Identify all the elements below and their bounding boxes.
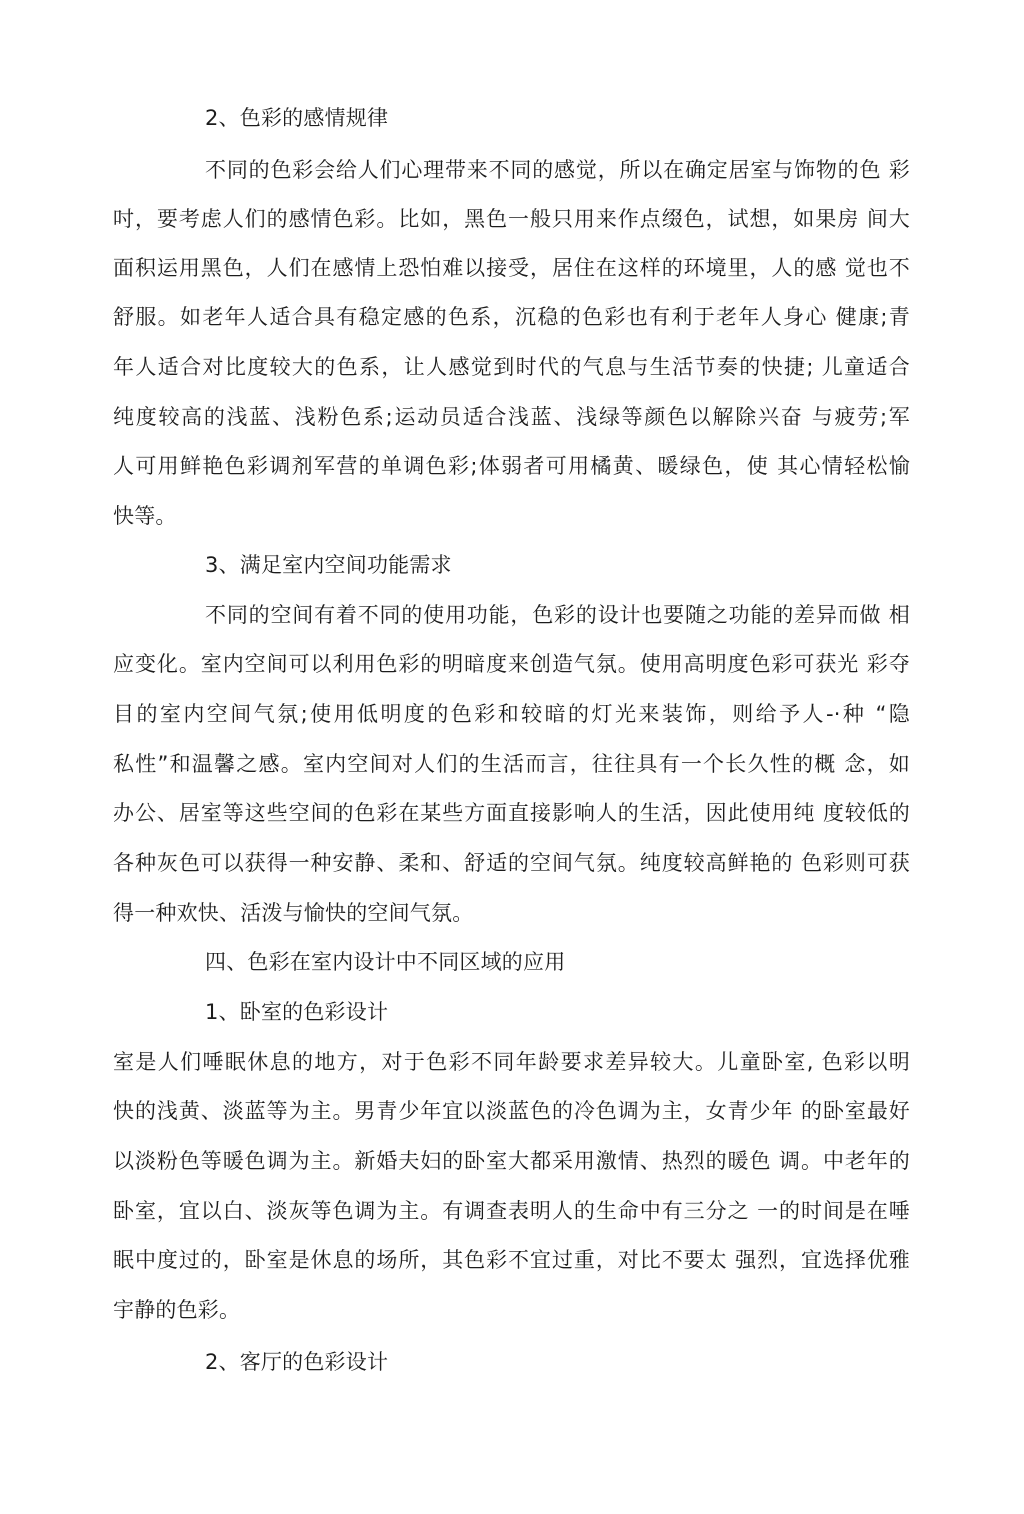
paragraph-line: 年人适合对比度较大的色系，让人感觉到时代的气息与生活节奏的快捷; 儿童适合: [113, 355, 910, 379]
paragraph-line: 不同的色彩会给人们心理带来不同的感觉，所以在确定居室与饰物的色 彩: [205, 158, 910, 182]
paragraph-line: 私性”和温馨之感。室内空间对人们的生活而言，往往具有一个长久性的概 念，如: [113, 752, 910, 776]
paragraph-line: 办公、居室等这些空间的色彩在某些方面直接影响人的生活，因此使用纯 度较低的: [113, 801, 910, 825]
paragraph-line: 得一种欢快、活泼与愉快的空间气氛。: [113, 901, 474, 925]
paragraph-line: 眠中度过的，卧室是休息的场所，其色彩不宜过重，对比不要太 强烈，宜选择优雅: [113, 1248, 910, 1272]
section-3-heading: 3、满足室内空间功能需求: [205, 553, 452, 577]
paragraph-line: 宇静的色彩。: [113, 1298, 241, 1322]
paragraph-line: 人可用鲜艳色彩调剂军营的单调色彩;体弱者可用橘黄、暖绿色，使 其心情轻松愉: [113, 454, 910, 478]
paragraph-line: 以淡粉色等暖色调为主。新婚夫妇的卧室大都采用激情、热烈的暖色 调。中老年的: [113, 1149, 910, 1173]
paragraph-line: 快的浅黄、淡蓝等为主。男青少年宜以淡蓝色的冷色调为主，女青少年 的卧室最好: [113, 1099, 910, 1123]
paragraph-line: 纯度较高的浅蓝、浅粉色系;运动员适合浅蓝、浅绿等颜色以解除兴奋 与疲劳;军: [113, 405, 910, 429]
paragraph-line: 面积运用黑色，人们在感情上恐怕难以接受，居住在这样的环境里，人的感 觉也不: [113, 256, 910, 280]
subsection-2-heading: 2、客厅的色彩设计: [205, 1350, 389, 1374]
paragraph-line: 卧室，宜以白、淡灰等色调为主。有调查表明人的生命中有三分之 一的时间是在唾: [113, 1199, 910, 1223]
paragraph-line: 应变化。室内空间可以利用色彩的明暗度来创造气氛。使用高明度色彩可获光 彩夺: [113, 652, 910, 676]
paragraph-line: 不同的空间有着不同的使用功能，色彩的设计也要随之功能的差异而做 相: [205, 603, 910, 627]
section-4-heading: 四、色彩在室内设计中不同区域的应用: [205, 950, 566, 974]
paragraph-line: 室是人们唾眠休息的地方，对于色彩不同年龄要求差异较大。儿童卧室, 色彩以明: [113, 1050, 910, 1074]
paragraph-line: 快等。: [113, 504, 177, 528]
paragraph-line: 各种灰色可以获得一种安静、柔和、舒适的空间气氛。纯度较高鲜艳的 色彩则可获: [113, 851, 910, 875]
subsection-1-heading: 1、卧室的色彩设计: [205, 1000, 389, 1024]
paragraph-line: 舒服。如老年人适合具有稳定感的色系，沉稳的色彩也有利于老年人身心 健康;青: [113, 305, 910, 329]
paragraph-line: 吋，要考虑人们的感情色彩。比如，黑色一般只用来作点缀色，试想，如果房 间大: [113, 207, 910, 231]
section-2-heading: 2、色彩的感情规律: [205, 106, 389, 130]
paragraph-line: 目的室内空间气氛;使用低明度的色彩和较暗的灯光来装饰，则给予人-·种 “隐: [113, 702, 910, 726]
